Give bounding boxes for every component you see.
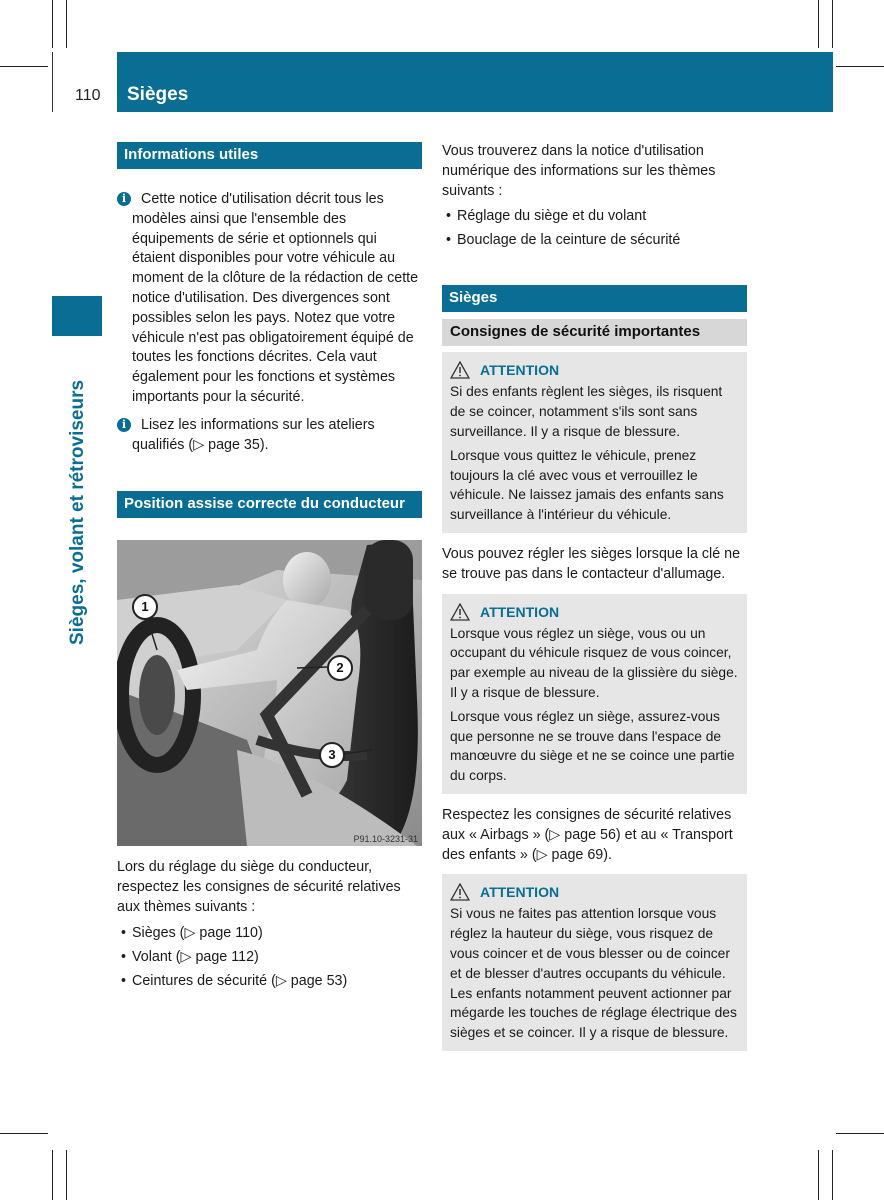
crop-mark — [0, 1133, 48, 1134]
warning-label: ATTENTION — [480, 603, 560, 620]
warning-label: ATTENTION — [480, 884, 560, 901]
left-bullet-list — [117, 921, 422, 993]
info-heading: Informations utiles — [117, 142, 422, 169]
callout-3: 3 — [319, 742, 345, 768]
warning-box-1 — [442, 352, 747, 533]
crop-mark — [836, 66, 884, 67]
figure-code: P91.10-3231-31 — [353, 834, 418, 845]
driver-seat-drawing — [117, 540, 422, 846]
right-column — [442, 142, 747, 1051]
page-section-title: Sièges — [127, 84, 189, 105]
seats-heading: Sièges — [442, 285, 747, 312]
warning-box-3 — [442, 874, 747, 1051]
list-item: • Ceintures de sécurité (▷ page 53) — [117, 969, 422, 993]
warning-box-2 — [442, 594, 747, 794]
list-item: • Sièges (▷ page 110) — [117, 921, 422, 945]
left-intro: Lors du réglage du siège du conducteur, respectez les consignes de sécurité relatives aux thèmes suivants : — [117, 859, 401, 915]
warning-title — [450, 602, 739, 622]
warning-1-text-1: Si des enfants règlent les sièges, ils risquent de se coincer, notamment s'ils sont sans surveillance. Il y a risque de blessure. — [450, 384, 723, 439]
warning-3-text-1: Si vous ne faites pas attention lorsque vous réglez la hauteur du siège, vous risquez de vous coincer et de vous blesser ou de coincer et de blesser d'autres occupants du véhicule. Les enfants notamment peuvent actionner par mégarde les touches de réglage électrique des sièges et se coincer. Il y a risque de blessure. — [450, 906, 737, 1041]
info-icon: i — [117, 192, 131, 206]
list-item: • Bouclage de la ceinture de sécurité — [442, 228, 747, 252]
warning-2-text-1: Lorsque vous réglez un siège, vous ou un occupant du véhicule risquez de vous coincer, par exemple au niveau de la glissière du siège. Il y a risque de blessure. — [450, 625, 738, 700]
header-bar — [117, 52, 833, 112]
page-number: 110 — [75, 87, 101, 104]
crop-mark — [818, 0, 819, 48]
list-item: • Réglage du siège et du volant — [442, 204, 747, 228]
crop-mark — [0, 66, 48, 67]
warning-2-text-2: Lorsque vous réglez un siège, assurez-vous que personne ne se trouve dans l'espace de manœuvre du siège et ne se coince une partie du corps. — [450, 708, 735, 784]
callout-2: 2 — [327, 655, 353, 681]
safety-subheading: Consignes de sécurité importantes — [442, 319, 747, 346]
callout-1: 1 — [132, 594, 158, 620]
info-note-1 — [117, 190, 422, 408]
right-para-1: Vous pouvez régler les sièges lorsque la clé ne se trouve pas dans le contacteur d'allumage. — [442, 545, 741, 582]
crop-mark — [836, 1133, 884, 1134]
info-note-2 — [117, 416, 422, 456]
warning-triangle-icon — [450, 361, 470, 379]
crop-mark — [52, 0, 53, 48]
warning-triangle-icon — [450, 883, 470, 901]
crop-mark — [832, 1150, 833, 1200]
warning-triangle-icon — [450, 603, 470, 621]
position-heading: Position assise correcte du conducteur — [117, 491, 422, 518]
page-number-box — [52, 52, 116, 112]
list-item: • Volant (▷ page 112) — [117, 945, 422, 969]
left-column — [117, 142, 422, 993]
driver-seat-illustration — [117, 540, 422, 846]
crop-mark — [66, 0, 67, 48]
warning-1-text-2: Lorsque vous quittez le véhicule, prenez toujours la clé avec vous et verrouillez le véhicule. Ne laissez jamais des enfants sans surveillance à l'intérieur du véhicule. — [450, 447, 724, 523]
warning-title — [450, 882, 739, 902]
warning-title — [450, 360, 739, 380]
crop-mark — [832, 0, 833, 48]
crop-mark — [66, 1150, 67, 1200]
crop-mark — [818, 1150, 819, 1200]
right-para-2: Respectez les consignes de sécurité relatives aux « Airbags » (▷ page 56) et au « Transport des enfants » (▷ page 69). — [442, 806, 733, 863]
info-text-2: Lisez les informations sur les ateliers qualifiés (▷ page 35). — [132, 416, 375, 453]
side-tab-marker — [52, 296, 102, 336]
right-intro: Vous trouverez dans la notice d'utilisation numérique des informations sur les thèmes suivants : — [442, 143, 716, 199]
right-bullet-list — [442, 204, 747, 252]
side-chapter-title: Sièges, volant et rétroviseurs — [67, 379, 88, 645]
info-icon: i — [117, 418, 131, 432]
warning-label: ATTENTION — [480, 362, 560, 379]
crop-mark — [52, 1150, 53, 1200]
info-text-1: Cette notice d'utilisation décrit tous les modèles ainsi que l'ensemble des équipements de série et optionnels qui étaient disponibles pour votre véhicule au moment de la clôture de la rédaction de cette notice d'utilisation. Des divergences sont possibles selon les pays. Notez que votre véhicule n'est pas obligatoirement équipé de toutes les fonctions décrites. Cela vaut également pour les fonctions et systèmes importants pour la sécurité. — [132, 191, 419, 405]
